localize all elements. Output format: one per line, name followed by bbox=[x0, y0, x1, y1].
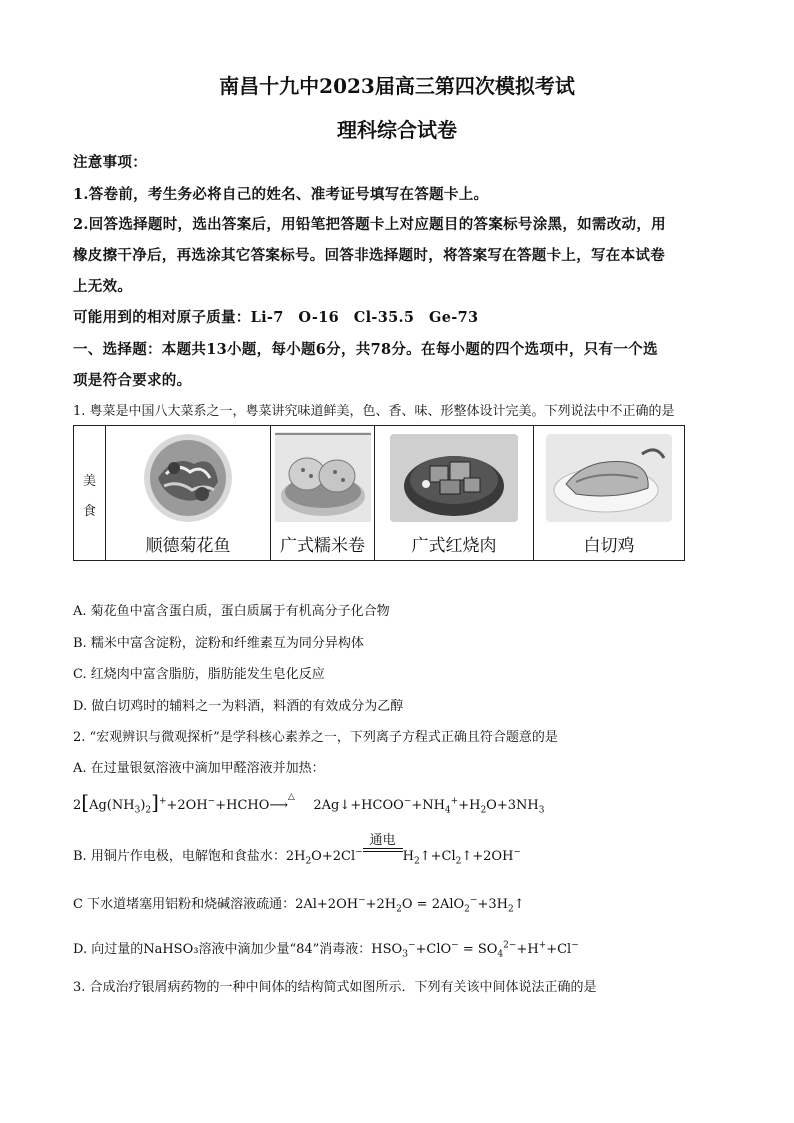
question-2-option-a: A. 在过量银氨溶液中滴加甲醛溶液并加热： bbox=[73, 761, 325, 776]
equation-a: $2[Ag(NH_3)_2]^++2OH^-+HCHO$ △ ⟶ $2Ag↓+HCOO^-+NH_4^++H_2O+3NH_3$ bbox=[73, 790, 545, 816]
option-b-condition: 通电 bbox=[369, 833, 396, 848]
question-2-option-c: C 下水道堵塞用铝粉和烧碱溶液疏通：$2Al+2OH^-+2H_2O$ = $2AlO_2^-+3H_2↑$ bbox=[73, 895, 525, 915]
dish-cell-1 bbox=[106, 426, 270, 560]
option-b-text: B. 用铜片作电极，电解饱和食盐水： bbox=[73, 849, 286, 864]
table-label-top: 美 bbox=[83, 474, 97, 489]
option-d-text: D. 向过量的NaHSO₃溶液中滴加少量“84”消毒液： bbox=[73, 942, 372, 957]
question-2-option-d: D. 向过量的NaHSO₃溶液中滴加少量“84”消毒液：$HSO_3^-+ClO^- = SO_4^{2-}+H^++Cl^-$ bbox=[73, 940, 579, 960]
question-1-option-c: C. 红烧肉中富含脂肪，脂肪能发生皂化反应 bbox=[73, 667, 325, 682]
notice-item-1: 1.答卷前，考生务必将自己的姓名、准考证号填写在答题卡上。 bbox=[73, 186, 489, 203]
question-1-stem: 1. 粤菜是中国八大菜系之一，粤菜讲究味道鲜美，色、香、味、形整体设计完美。下列说法中不正确的是 bbox=[73, 404, 675, 419]
dish-cell-2 bbox=[271, 426, 374, 560]
food-table bbox=[73, 425, 685, 561]
notice-item-2-line-3: 上无效。 bbox=[73, 278, 133, 295]
dish-2-name: 广式糯米卷 bbox=[280, 536, 365, 556]
table-label-bottom: 食 bbox=[83, 504, 97, 519]
dish-1-name: 顺德菊花鱼 bbox=[145, 536, 231, 556]
dish-cell-4 bbox=[534, 426, 684, 560]
question-2-stem: 2. “宏观辨识与微观探析”是学科核心素养之一，下列离子方程式正确且符合题意的是 bbox=[73, 730, 558, 745]
dish-2-image bbox=[275, 432, 371, 522]
section-1-line-2: 项是符合要求的。 bbox=[73, 372, 192, 389]
atomic-masses: 可能用到的相对原子质量：Li-7 O-16 Cl-35.5 Ge-73 bbox=[73, 309, 479, 326]
dish-4-image bbox=[546, 434, 672, 522]
dish-3-name: 广式红烧肉 bbox=[411, 536, 497, 556]
question-1-option-a: A. 菊花鱼中富含蛋白质，蛋白质属于有机高分子化合物 bbox=[73, 604, 390, 619]
dish-4-name: 白切鸡 bbox=[583, 536, 635, 556]
page-title: 南昌十九中2023届高三第四次模拟考试 bbox=[219, 74, 575, 98]
table-label-cell bbox=[74, 426, 105, 560]
question-2-option-b: B. 用铜片作电极，电解饱和食盐水：$2H_2O+2Cl^-$ 通电 $H_2↑+Cl_2↑+2OH^-$ bbox=[73, 845, 521, 867]
notice-heading: 注意事项： bbox=[73, 154, 147, 171]
dish-1-image bbox=[144, 434, 232, 522]
notice-item-2-line-2: 橡皮擦干净后，再选涂其它答案标号。回答非选择题时，将答案写在答题卡上，写在本试卷 bbox=[73, 247, 665, 264]
dish-cell-3 bbox=[375, 426, 533, 560]
dish-3-image bbox=[390, 434, 518, 522]
question-3-stem: 3. 合成治疗银屑病药物的一种中间体的结构简式如图所示．下列有关该中间体说法正确的是 bbox=[73, 980, 597, 995]
notice-item-2-line-1: 2.回答选择题时，选出答案后，用铅笔把答题卡上对应题目的答案标号涂黑，如需改动，用 bbox=[73, 216, 666, 233]
question-1-option-d: D. 做白切鸡时的辅料之一为料酒，料酒的有效成分为乙醇 bbox=[73, 699, 404, 714]
option-c-text: C 下水道堵塞用铝粉和烧碱溶液疏通： bbox=[73, 897, 296, 912]
page-subtitle: 理科综合试卷 bbox=[337, 118, 457, 142]
question-1-option-b: B. 糯米中富含淀粉，淀粉和纤维素互为同分异构体 bbox=[73, 636, 364, 651]
section-1-line-1: 一、选择题：本题共13小题，每小题6分，共78分。在每小题的四个选项中，只有一个选 bbox=[73, 341, 658, 358]
